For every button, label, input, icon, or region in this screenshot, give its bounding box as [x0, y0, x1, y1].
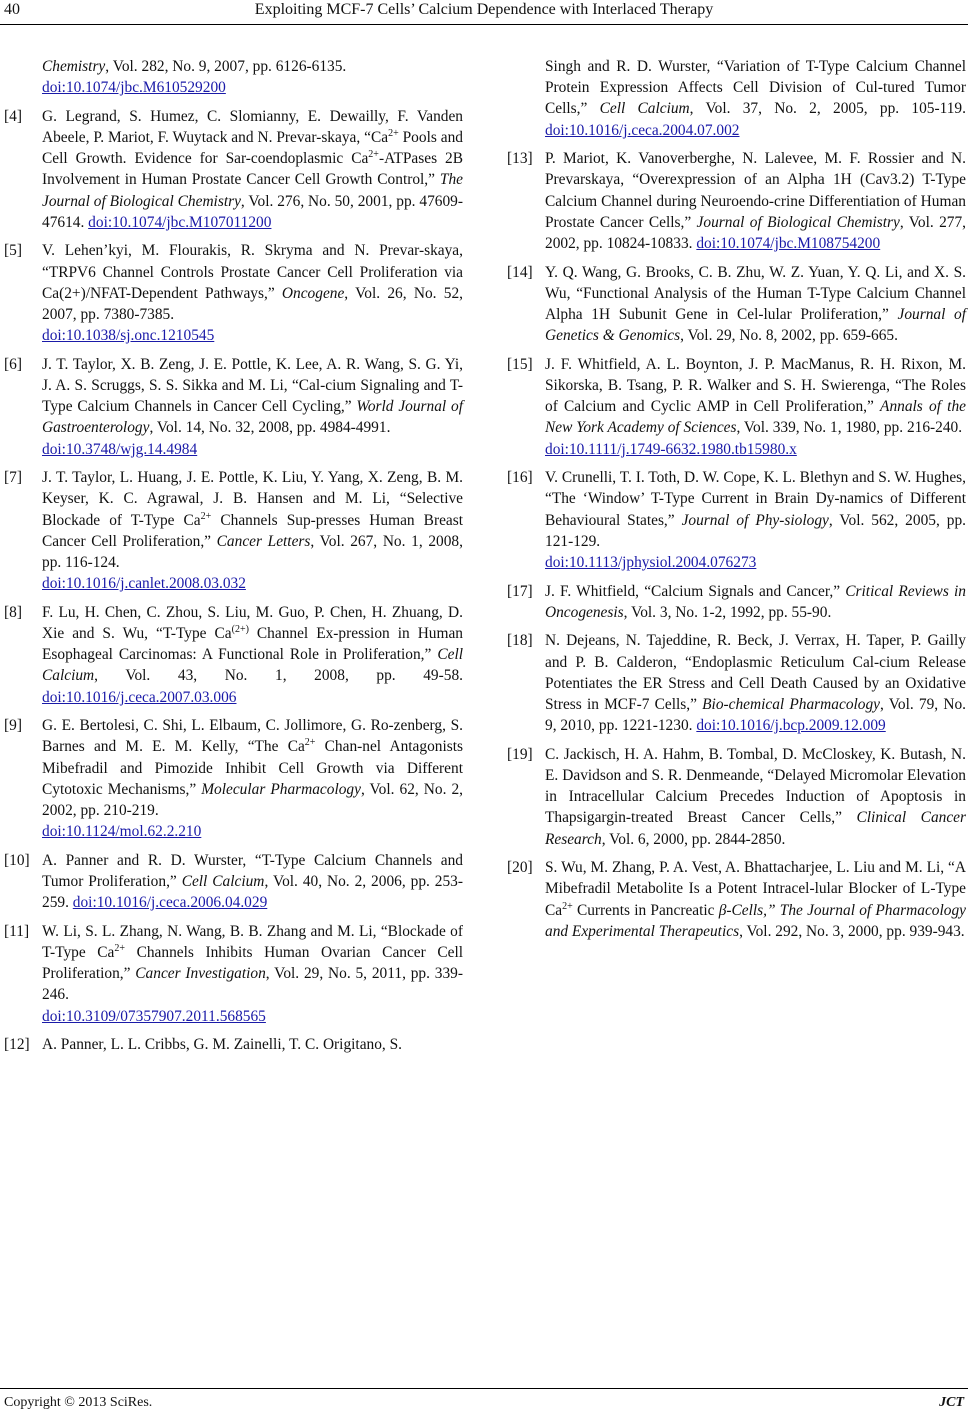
reference-details: , Vol. 37, No. 2, 2005, pp. 105-119.: [689, 100, 966, 118]
reference-item-12: [4, 1034, 463, 1055]
reference-text: A. Panner and R. D. Wurster, “T-Type Calcium Channels and Tumor Proliferation,”: [42, 851, 463, 891]
doi-link[interactable]: doi:10.3748/wjg.14.4984: [42, 440, 198, 458]
reference-text: F. Lu, H. Chen, C. Zhou, S. Liu, M. Guo, P. Chen, H. Zhuang, D. Xie and S. Wu, “T-Type Ca: [42, 603, 463, 643]
reference-item-10: [4, 850, 463, 914]
journal-name: Bio-chemical Pharmacology: [702, 696, 881, 714]
footer-rule: [0, 1388, 968, 1389]
running-title: Exploiting MCF-7 Cells’ Calcium Dependence with Interlaced Therapy: [254, 1, 714, 18]
journal-name: Journal of Genetics & Genomics: [545, 306, 966, 345]
reference-text: Y. Q. Wang, G. Brooks, C. B. Zhu, W. Z. Yuan, Y. Q. Li, and X. S. Wu, “Functional Analysis of the Human T-Type Calcium Channel Alpha 1H Subunit Gene in Cel-lular Proliferation,”: [545, 263, 966, 324]
reference-details: , Vol. 29, No. 5, 2011, pp. 339-246.: [42, 965, 463, 1004]
journal-name: β-Cells,” The Journal of Pharmacology and Experimental Therapeutics: [545, 901, 967, 940]
reference-text: Chan-nel Antagonists Mibefradil and Pimozide Inhibit Cell Growth via Different Cytotoxic Mechanisms,”: [42, 738, 463, 798]
doi-link[interactable]: doi:10.1074/jbc.M108754200: [696, 235, 881, 253]
reference-number: [9]: [4, 717, 22, 735]
reference-text: J. F. Whitfield, “Calcium Signals and Cancer,”: [545, 582, 846, 600]
reference-details: , Vol. 79, No. 9, 2010, pp. 1221-1230.: [545, 696, 966, 735]
reference-text: Channel Ex-pression in Human Esophageal Carcinomas: A Functional Role in Proliferation,”: [42, 625, 463, 664]
doi-link[interactable]: doi:10.1038/sj.onc.1210545: [42, 327, 215, 345]
reference-number: [17]: [507, 582, 533, 600]
reference-text: C. Jackisch, H. A. Hahm, B. Tombal, D. McCloskey, K. Butash, N. E. Davidson and S. R. Denmeande, “Delayed Micromolar Elevation in Intracellular Calcium Precedes Induction of Apoptosis in Thapsigargin-treated Breast Cancer Cells,”: [545, 745, 966, 827]
page-header: [0, 0, 968, 28]
reference-item-7: [4, 467, 463, 594]
journal-name: Cell Calcium: [599, 100, 690, 118]
superscript: 2+: [200, 510, 212, 522]
reference-text: Channels Inhibits Human Ovarian Cancer Cell Proliferation,”: [42, 944, 463, 983]
reference-number: [13]: [507, 150, 533, 168]
reference-details: , Vol. 277, 2002, pp. 10824-10833.: [545, 213, 966, 253]
doi-link[interactable]: doi:10.1124/mol.62.2.210: [42, 823, 202, 841]
reference-item-8: [4, 602, 463, 708]
reference-details: , Vol. 26, No. 52, 2007, pp. 7380-7385.: [42, 284, 463, 324]
reference-number: [16]: [507, 469, 533, 487]
reference-item-16: [507, 467, 966, 573]
reference-details: , Vol. 29, No. 8, 2002, pp. 659-665.: [680, 327, 898, 345]
reference-item-13: [507, 148, 966, 254]
superscript: (2+): [231, 624, 249, 636]
journal-name: Journal of Biological Chemistry: [696, 213, 900, 231]
copyright-notice: Copyright © 2013 SciRes.: [4, 1395, 153, 1410]
reference-continuation: [507, 56, 966, 141]
journal-name: Clinical Cancer Research: [545, 809, 966, 848]
reference-text: A. Panner, L. L. Cribbs, G. M. Zainelli, T. C. Origitano, S.: [42, 1036, 403, 1054]
reference-continuation: [4, 56, 463, 98]
doi-link[interactable]: doi:10.1016/j.ceca.2007.03.006: [42, 688, 237, 706]
reference-number: [6]: [4, 355, 22, 373]
reference-number: [14]: [507, 263, 533, 281]
journal-name: Cancer Letters: [216, 532, 311, 550]
journal-abbreviation: JCT: [939, 1395, 964, 1410]
reference-number: [7]: [4, 469, 22, 487]
journal-name: Annals of the New York Academy of Sciences: [545, 398, 966, 437]
journal-name: Cancer Investigation: [135, 965, 266, 983]
reference-number: [5]: [4, 242, 22, 260]
page-number: 40: [4, 1, 20, 18]
reference-number: [15]: [507, 355, 533, 373]
reference-item-19: [507, 744, 966, 850]
reference-text: -ATPases 2B Involvement in Human Prostate Cancer Cell Growth Control,”: [42, 150, 463, 189]
reference-text: J. T. Taylor, X. B. Zeng, J. E. Pottle, K. Lee, A. R. Wang, S. G. Yi, J. A. S. Scruggs, S. S. Sikka and M. Li, “Cal-cium Signaling and T-Type Calcium Channels in Cancer Cell Cycling,”: [42, 355, 463, 416]
superscript: 2+: [388, 128, 399, 139]
superscript: 2+: [114, 943, 125, 955]
reference-item-18: [507, 630, 966, 736]
references-left-column: [4, 56, 463, 1063]
doi-link[interactable]: doi:10.1016/j.ceca.2004.07.002: [545, 121, 740, 139]
reference-number: [12]: [4, 1036, 30, 1054]
reference-item-14: [507, 262, 966, 347]
reference-text: Pools and Cell Growth. Evidence for Sar-coendoplasmic Ca: [42, 129, 463, 168]
reference-details: , Vol. 3, No. 1-2, 1992, pp. 55-90.: [623, 603, 832, 621]
reference-item-4: [4, 106, 463, 233]
doi-link[interactable]: doi:10.3109/07357907.2011.568565: [42, 1007, 266, 1025]
journal-name: Cell Calcium: [181, 873, 265, 891]
reference-details: , Vol. 282, No. 9, 2007, pp. 6126-6135.: [105, 58, 347, 75]
reference-details: , Vol. 6, 2000, pp. 2844-2850.: [601, 830, 786, 848]
reference-details: , Vol. 339, No. 1, 1980, pp. 216-240.: [736, 419, 963, 437]
reference-details: , Vol. 43, No. 1, 2008, pp. 49-58.: [94, 667, 463, 685]
doi-link[interactable]: doi:10.1016/j.canlet.2008.03.032: [42, 575, 246, 593]
reference-item-15: [507, 354, 966, 460]
reference-number: [19]: [507, 745, 533, 763]
reference-text: Currents in Pancreatic: [572, 901, 719, 919]
journal-name: Chemistry: [42, 58, 106, 75]
journal-name: World Journal of Gastroenterology: [42, 398, 463, 437]
reference-details: , Vol. 276, No. 50, 2001, pp. 47609-47614.: [42, 192, 463, 231]
reference-item-17: [507, 581, 966, 623]
doi-link[interactable]: doi:10.1074/jbc.M107011200: [88, 213, 272, 231]
doi-link[interactable]: doi:10.1111/j.1749-6632.1980.tb15980.x: [545, 440, 797, 458]
reference-number: [4]: [4, 107, 22, 125]
reference-number: [11]: [4, 922, 30, 940]
reference-details: , Vol. 14, No. 32, 2008, pp. 4984-4991.: [149, 419, 391, 437]
reference-number: [18]: [507, 632, 533, 650]
reference-text: Channels Sup-presses Human Breast Cancer Cell Proliferation,”: [42, 511, 463, 550]
reference-item-9: [4, 715, 463, 842]
superscript: 2+: [368, 149, 379, 161]
reference-details: , Vol. 562, 2005, pp. 121-129.: [545, 511, 966, 550]
reference-text: G. Legrand, S. Humez, C. Slomianny, E. Dewailly, F. Vanden Abeele, P. Mariot, F. Wuytack and N. Prevar-skaya, “Ca: [42, 107, 463, 146]
journal-name: Cell Calcium: [42, 646, 463, 685]
header-rule: [0, 24, 968, 25]
reference-details: , Vol. 267, No. 1, 2008, pp. 116-124.: [42, 532, 463, 572]
reference-number: [8]: [4, 603, 22, 621]
doi-link[interactable]: doi:10.1113/jphysiol.2004.076273: [545, 554, 757, 572]
reference-number: [20]: [507, 859, 533, 877]
reference-item-20: [507, 857, 966, 942]
reference-text: N. Dejeans, N. Tajeddine, R. Beck, J. Verrax, H. Taper, P. Gailly and P. B. Calderon, “Endoplasmic Reticulum Cal-cium Release Potentiates the ER Stress and Cell Death Caused by an Oxidative Stress in MCF-7 Cells,”: [545, 632, 966, 714]
superscript: 2+: [562, 900, 573, 912]
reference-details: , Vol. 292, No. 3, 2000, pp. 939-943.: [739, 922, 965, 940]
reference-text: J. F. Whitfield, A. L. Boynton, J. P. MacManus, R. H. Rixon, M. Sikorska, B. Tsang, P. R. Walker and S. H. Swierenga, “The Roles of Calcium and Cyclic AMP in Cell Proliferation,”: [545, 355, 966, 416]
doi-link[interactable]: doi:10.1016/j.ceca.2006.04.029: [72, 894, 268, 912]
reference-text: G. E. Bertolesi, C. Shi, L. Elbaum, C. Jollimore, G. Ro-zenberg, S. Barnes and M. E. M. Kelly, “The Ca: [42, 717, 463, 756]
doi-link[interactable]: doi:10.1074/jbc.M610529200: [42, 79, 226, 97]
journal-name: The Journal of Biological Chemistry: [42, 171, 463, 210]
reference-text: V. Crunelli, T. I. Toth, D. W. Cope, K. L. Blethyn and S. W. Hughes, “The ‘Window’ T-Type Current in Brain Dy-namics of Different Behavioural States,”: [545, 469, 966, 529]
reference-text: J. T. Taylor, L. Huang, J. E. Pottle, K. Liu, Y. Yang, X. Zeng, B. M. Keyser, K. C. Agrawal, J. B. Hansen and M. Li, “Selective Blockade of T-Type Ca: [42, 469, 463, 529]
reference-item-11: [4, 921, 463, 1027]
references-right-column: [507, 56, 966, 949]
journal-name: Molecular Pharmacology: [201, 780, 361, 798]
superscript: 2+: [304, 737, 316, 749]
reference-text: P. Mariot, K. Vanoverberghe, N. Lalevee, M. F. Rossier and N. Prevarskaya, “Overexpression of an Alpha 1H (Cav3.2) T-Type Calcium Channel during Neuroendo-crine Differentiation of Human Prostate Cancer Cells,”: [545, 150, 966, 231]
doi-link[interactable]: doi:10.1016/j.bcp.2009.12.009: [696, 717, 886, 735]
reference-item-5: [4, 240, 463, 346]
journal-name: Journal of Phy-siology: [681, 511, 829, 529]
journal-name: Oncogene: [281, 284, 345, 302]
reference-details: , Vol. 62, No. 2, 2002, pp. 210-219.: [42, 780, 463, 820]
reference-details: , Vol. 40, No. 2, 2006, pp. 253-259.: [42, 873, 464, 912]
reference-text: W. Li, S. L. Zhang, N. Wang, B. B. Zhang and M. Li, “Blockade of T-Type Ca: [42, 922, 463, 962]
reference-item-6: [4, 354, 463, 460]
reference-text: Singh and R. D. Wurster, “Variation of T-Type Calcium Channel Protein Expression Affects Cell Division of Cul-tured Tumor Cells,”: [545, 58, 966, 118]
reference-number: [10]: [4, 851, 30, 869]
journal-name: Critical Reviews in Oncogenesis: [545, 582, 967, 621]
reference-text: V. Lehen’kyi, M. Flourakis, R. Skryma and N. Prevar-skaya, “TRPV6 Channel Controls Prostate Cancer Cell Proliferation via Ca(2+)/NFAT-Dependent Pathways,”: [42, 242, 463, 302]
reference-text: S. Wu, M. Zhang, P. A. Vest, A. Bhattacharjee, L. Liu and M. Li, “A Mibefradil Metabolite Is a Potent Intracel-lular Blocker of L-Type Ca: [545, 859, 966, 919]
